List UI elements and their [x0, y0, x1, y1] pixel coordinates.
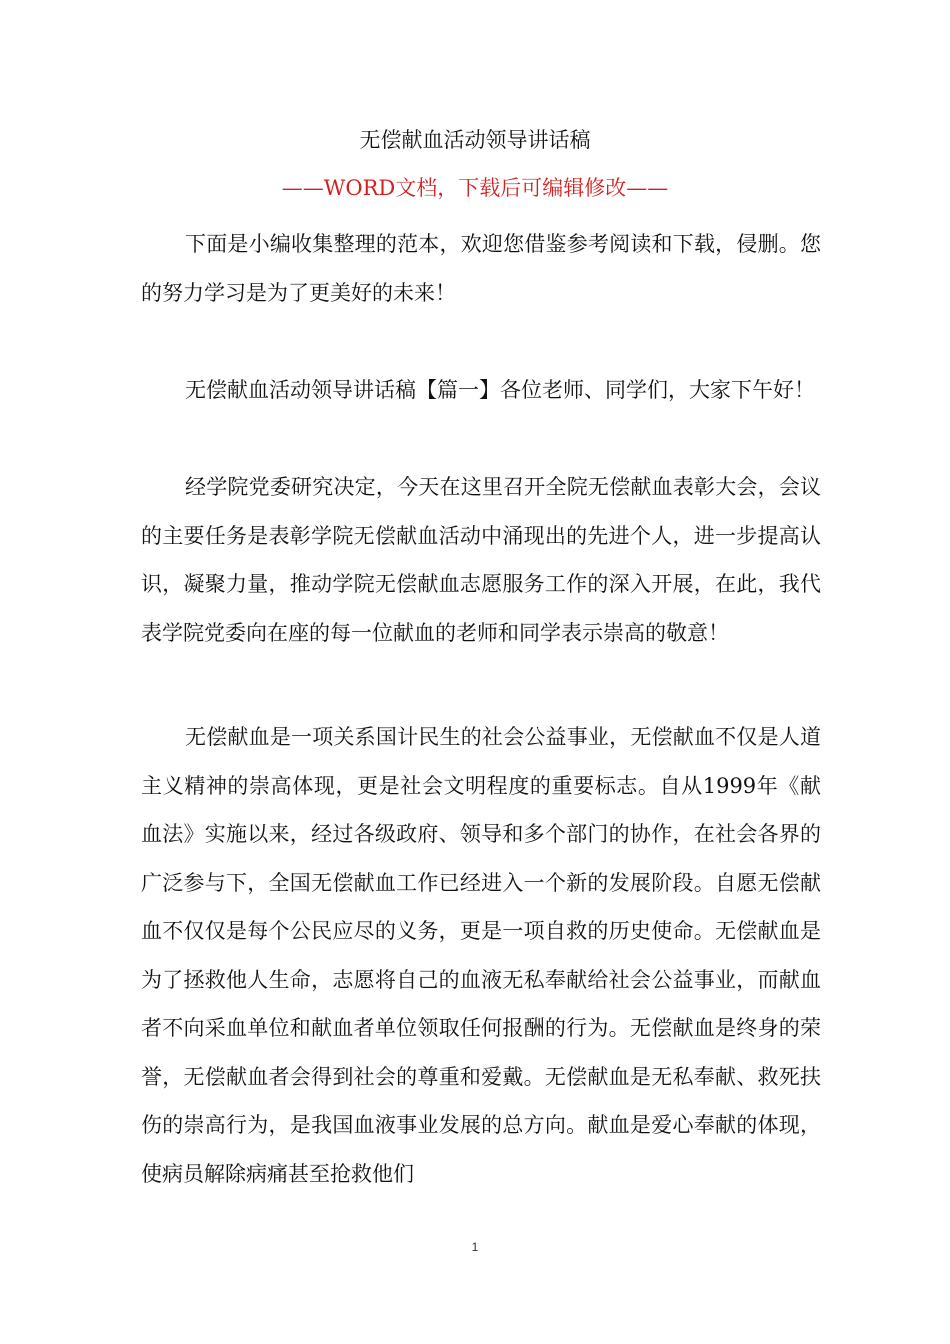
paragraph-3: 无偿献血是一项关系国计民生的社会公益事业，无偿献血不仅是人道主义精神的崇高体现，更是社会文明程度的重要标志。自从1999年《献血法》实施以来，经过各级政府、领导和多个部门的协作，在社会各界的广泛参与下，全国无偿献血工作已经进入一个新的发展阶段。自愿无偿献血不仅仅是每个公民应尽的义务，更是一项自救的历史使命。无偿献血是为了拯救他人生命，志愿将自己的血液无私奉献给社会公益事业，而献血者不向采血单位和献血者单位领取任何报酬的行为。无偿献血是终身的荣誉，无偿献血者会得到社会的尊重和爱戴。无偿献血是无私奉献、救死扶伤的崇高行为，是我国血液事业发展的总方向。献血是爱心奉献的体现，使病员解除病痛甚至抢救他们 — [141, 725, 821, 1186]
document-title: 无偿献血活动领导讲话稿 — [359, 128, 591, 152]
intro-paragraph: 下面是小编收集整理的范本，欢迎您借鉴参考阅读和下载，侵删。您的努力学习是为了更美好的未来！ — [141, 232, 821, 305]
paragraph-2: 经学院党委研究决定，今天在这里召开全院无偿献血表彰大会，会议的主要任务是表彰学院无偿献血活动中涌现出的先进个人，进一步提高认识，凝聚力量，推动学院无偿献血志愿服务工作的深入开展，在此，我代表学院党委向在座的每一位献血的老师和同学表示崇高的敬意！ — [141, 475, 821, 645]
document-subtitle: ——WORD文档，下载后可编辑修改—— — [281, 176, 669, 200]
page-number: 1 — [471, 1240, 479, 1254]
paragraph-1: 无偿献血活动领导讲话稿【篇一】各位老师、同学们，大家下午好！ — [185, 378, 815, 402]
